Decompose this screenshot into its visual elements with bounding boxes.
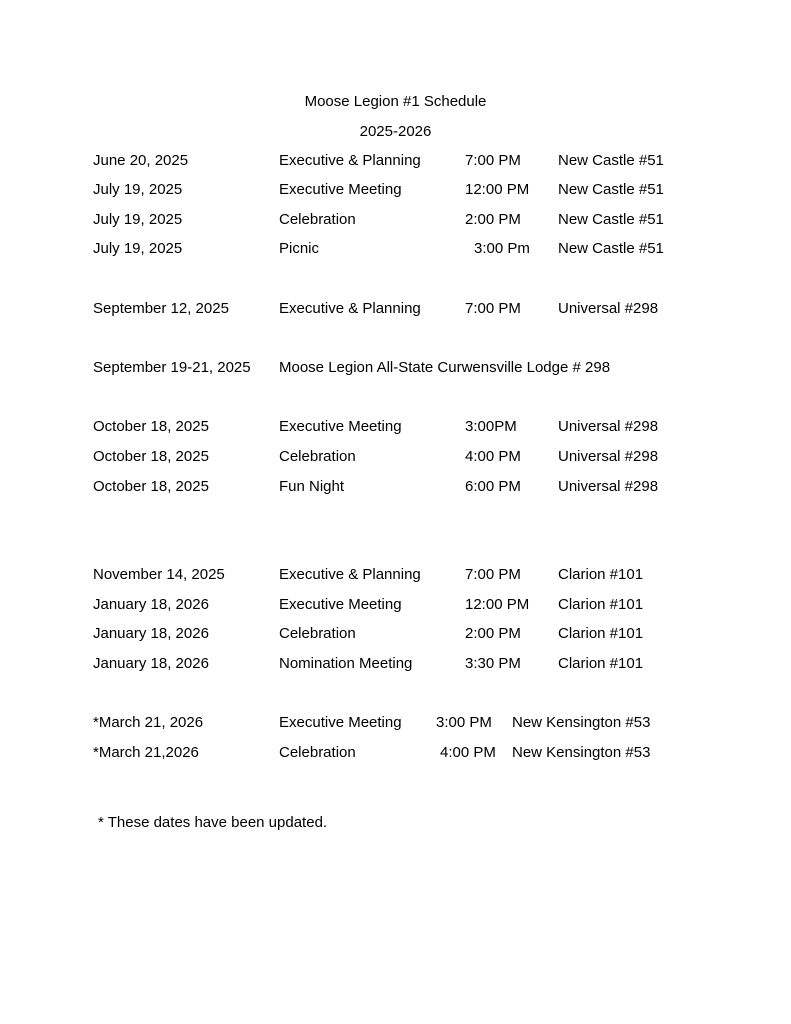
row-event: Executive Meeting — [279, 714, 402, 731]
row-location: New Castle #51 — [558, 211, 664, 228]
row-location: New Kensington #53 — [512, 744, 651, 761]
row-time: 7:00 PM — [465, 152, 521, 169]
row-event: Executive & Planning — [279, 566, 421, 583]
row-location: Clarion #101 — [558, 655, 644, 672]
row-event: Fun Night — [279, 478, 345, 495]
row-time: 3:00PM — [465, 418, 517, 435]
row-date: October 18, 2025 — [93, 448, 209, 465]
row-event: Nomination Meeting — [279, 655, 413, 672]
row-date: January 18, 2026 — [93, 625, 209, 642]
row-location: Universal #298 — [558, 448, 659, 465]
row-location: Universal #298 — [558, 478, 659, 495]
row-event: Celebration — [279, 211, 356, 228]
row-event: Executive & Planning — [279, 300, 421, 317]
row-location: Clarion #101 — [558, 566, 644, 583]
row-location: New Kensington #53 — [512, 714, 651, 731]
row-date: July 19, 2025 — [93, 240, 183, 257]
row-event: Picnic — [279, 240, 320, 257]
row-time: 7:00 PM — [465, 300, 521, 317]
row-location: New Castle #51 — [558, 240, 664, 257]
row-location: Universal #298 — [558, 300, 659, 317]
row-time: 7:00 PM — [465, 566, 521, 583]
row-event: Executive Meeting — [279, 596, 402, 613]
row-date: *March 21,2026 — [93, 744, 199, 761]
row-date: November 14, 2025 — [93, 566, 225, 583]
row-time: 2:00 PM — [465, 211, 521, 228]
row-event: Moose Legion All-State Curwensville Lodge # 298 — [279, 359, 611, 376]
row-location: New Castle #51 — [558, 152, 664, 169]
row-date: September 12, 2025 — [93, 300, 229, 317]
row-time: 3:00 Pm — [474, 240, 530, 257]
footnote: * These dates have been updated. — [98, 814, 328, 831]
row-date: July 19, 2025 — [93, 181, 183, 198]
row-event: Celebration — [279, 625, 356, 642]
season-subtitle: 2025-2026 — [359, 123, 432, 140]
row-time: 2:00 PM — [465, 625, 521, 642]
row-time: 12:00 PM — [465, 596, 530, 613]
row-event: Celebration — [279, 448, 356, 465]
row-time: 12:00 PM — [465, 181, 530, 198]
row-date: October 18, 2025 — [93, 478, 209, 495]
row-event: Executive Meeting — [279, 418, 402, 435]
row-location: Universal #298 — [558, 418, 659, 435]
row-location: Clarion #101 — [558, 625, 644, 642]
row-time: 4:00 PM — [465, 448, 521, 465]
row-date: October 18, 2025 — [93, 418, 209, 435]
row-event: Executive Meeting — [279, 181, 402, 198]
row-date: January 18, 2026 — [93, 655, 209, 672]
page-title: Moose Legion #1 Schedule — [304, 93, 487, 110]
row-time: 3:30 PM — [465, 655, 521, 672]
row-location: New Castle #51 — [558, 181, 664, 198]
row-date: September 19-21, 2025 — [93, 359, 251, 376]
row-time: 4:00 PM — [440, 744, 496, 761]
row-date: July 19, 2025 — [93, 211, 183, 228]
row-time: 6:00 PM — [465, 478, 521, 495]
row-event: Executive & Planning — [279, 152, 421, 169]
row-location: Clarion #101 — [558, 596, 644, 613]
row-time: 3:00 PM — [436, 714, 492, 731]
row-date: January 18, 2026 — [93, 596, 209, 613]
row-event: Celebration — [279, 744, 356, 761]
row-date: June 20, 2025 — [93, 152, 189, 169]
row-date: *March 21, 2026 — [93, 714, 204, 731]
